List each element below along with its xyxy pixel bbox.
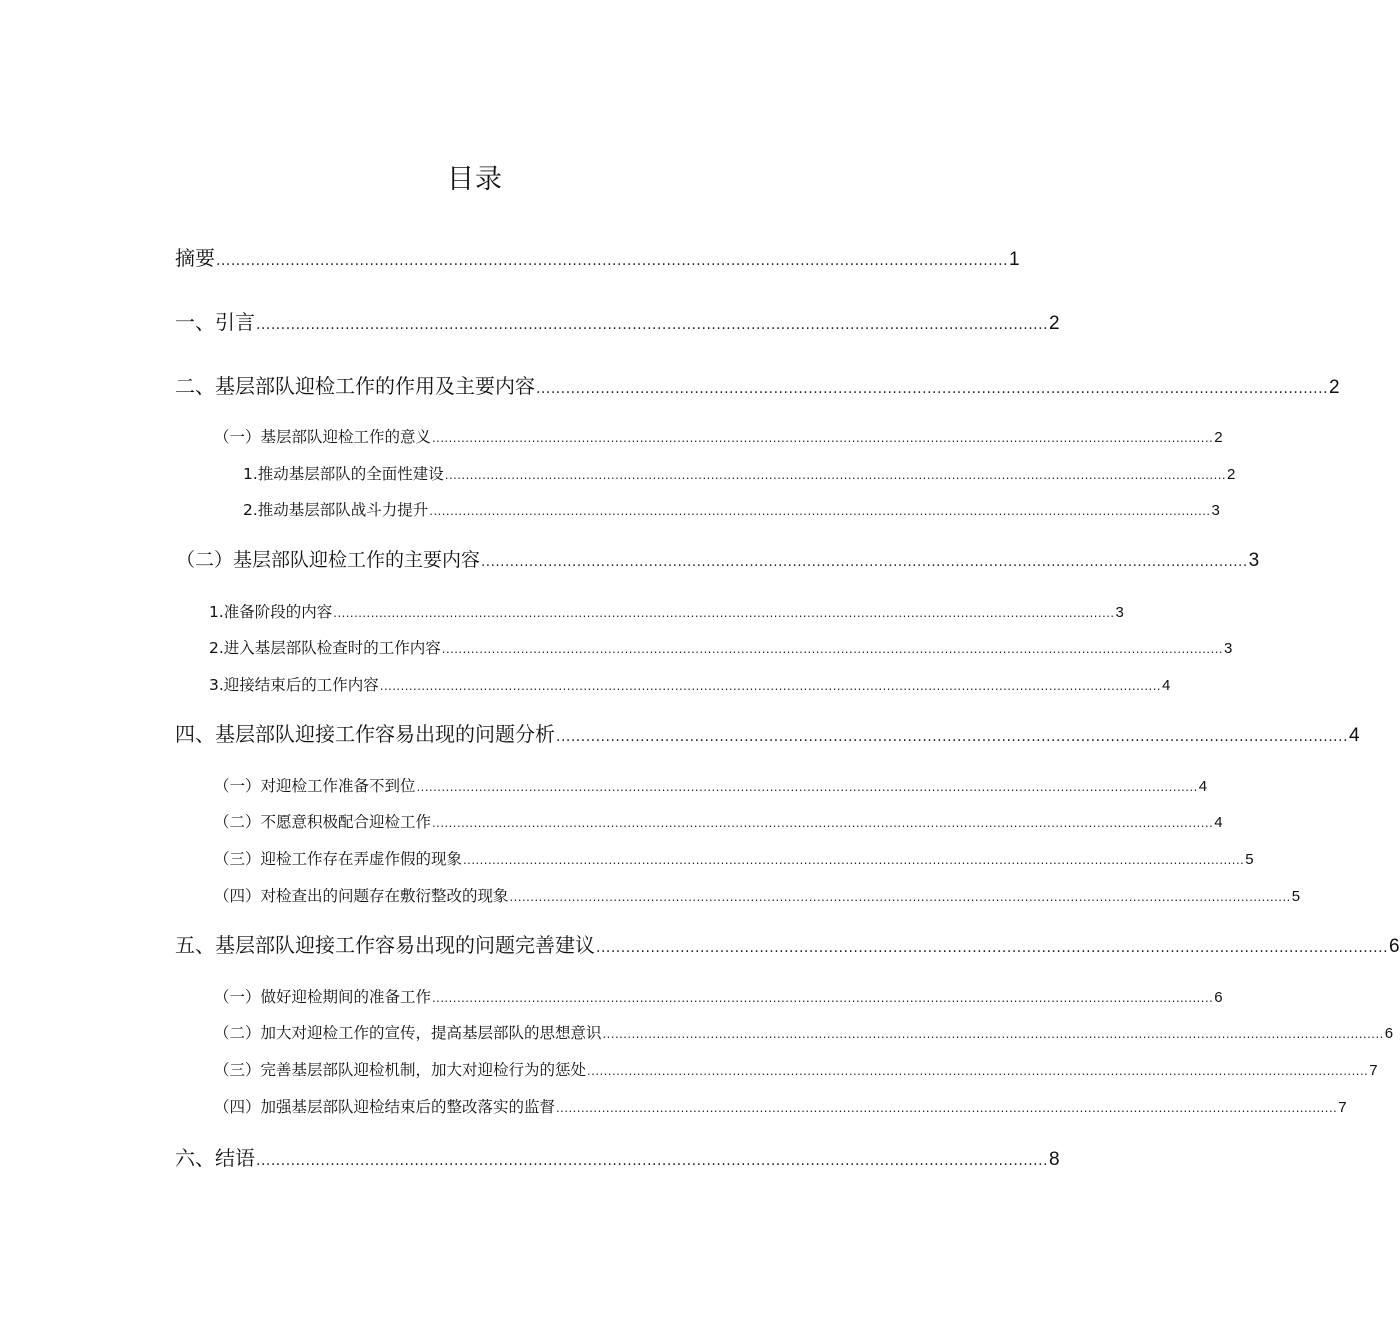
toc-entry-page: 3	[1224, 640, 1233, 657]
toc-entry-label: 1.推动基层部队的全面性建设	[243, 465, 444, 483]
toc-entry[interactable]	[214, 986, 1223, 1009]
toc-entry[interactable]	[175, 931, 1400, 962]
toc-leader: ............................................................................................................................................................................................	[556, 1101, 1338, 1115]
toc-leader: ............................................................................................................................................................................................	[432, 431, 1214, 445]
toc-leader: ............................................................................................................................................................................................	[416, 780, 1198, 794]
toc-entry[interactable]	[243, 463, 1236, 486]
toc-entry[interactable]	[175, 720, 1360, 751]
toc-entry-label: 四、基层部队迎接工作容易出现的问题分析	[175, 722, 555, 746]
toc-entry[interactable]	[214, 848, 1254, 871]
toc-entry-label: 二、基层部队迎检工作的作用及主要内容	[175, 374, 535, 398]
toc-leader: ................................................................................................................................................................	[256, 1153, 1049, 1169]
toc-entry-label: 3.迎接结束后的工作内容	[209, 676, 379, 694]
toc-leader: ............................................................................................................................................................................................	[509, 890, 1291, 904]
toc-entry-label: 五、基层部队迎接工作容易出现的问题完善建议	[175, 933, 595, 957]
toc-entry[interactable]	[176, 546, 1260, 576]
toc-entry-page: 3	[1248, 550, 1260, 571]
toc-entry[interactable]	[214, 1059, 1378, 1082]
toc-leader: ............................................................................................................................................................................................	[333, 606, 1115, 620]
toc-entry[interactable]	[175, 1144, 1060, 1175]
toc-entry-label: （二）基层部队迎检工作的主要内容	[176, 549, 481, 571]
toc-entry[interactable]	[243, 499, 1220, 522]
toc-entry-page: 3	[1115, 604, 1124, 621]
toc-entry-page: 5	[1245, 851, 1254, 868]
toc-entry-label: 一、引言	[175, 310, 255, 334]
toc-title: 目录	[447, 164, 503, 195]
toc-leader: ............................................................................................................................................................................................	[432, 816, 1214, 830]
toc-entry-page: 2	[1329, 377, 1340, 398]
toc-entry[interactable]	[214, 811, 1223, 834]
toc-leader: ............................................................................................................................................................................................	[602, 1027, 1384, 1041]
toc-entry-page: 6	[1389, 936, 1400, 957]
toc-entry-page: 8	[1049, 1149, 1060, 1170]
toc-entry-label: （一）对迎检工作准备不到位	[214, 777, 416, 795]
toc-entry[interactable]	[209, 674, 1171, 697]
toc-entry-page: 7	[1369, 1062, 1378, 1079]
toc-entry[interactable]	[209, 637, 1233, 660]
toc-entry-page: 2	[1049, 313, 1060, 334]
toc-entry-label: 摘要	[175, 246, 215, 270]
toc-entry-label: （二）加大对迎检工作的宣传，提高基层部队的思想意识	[214, 1024, 602, 1042]
toc-leader: ............................................................................................................................................................................................	[587, 1064, 1369, 1078]
toc-leader: ................................................................................................................................................................	[481, 554, 1248, 570]
toc-entry-page: 4	[1214, 814, 1223, 831]
toc-entry-label: 2.进入基层部队检查时的工作内容	[209, 639, 441, 657]
toc-entry-page: 7	[1338, 1099, 1347, 1116]
toc-entry[interactable]	[214, 885, 1301, 908]
toc-leader: ............................................................................................................................................................................................	[379, 679, 1162, 693]
toc-entry-page: 2	[1214, 429, 1223, 446]
toc-entry[interactable]	[214, 775, 1208, 798]
toc-entry-label: （四）对检查出的问题存在敷衍整改的现象	[214, 887, 509, 905]
toc-entry-label: （四）加强基层部队迎检结束后的整改落实的监督	[214, 1098, 556, 1116]
toc-leader: ................................................................................................................................................................	[596, 940, 1389, 956]
toc-entry-label: （二）不愿意积极配合迎检工作	[214, 813, 432, 831]
toc-entry-page: 4	[1198, 778, 1208, 795]
toc-leader: ............................................................................................................................................................................................	[463, 853, 1245, 867]
toc-entry-page: 4	[1349, 725, 1360, 746]
toc-entry-label: 六、结语	[175, 1146, 255, 1170]
toc-entry[interactable]	[175, 308, 1060, 339]
toc-entry-label: （三）完善基层部队迎检机制，加大对迎检行为的惩处	[214, 1061, 587, 1079]
toc-entry[interactable]	[209, 601, 1124, 624]
toc-entry[interactable]	[214, 426, 1223, 449]
toc-entry[interactable]	[214, 1096, 1347, 1119]
toc-leader: ............................................................................................................................................................................................	[429, 504, 1211, 518]
toc-entry-label: （一）做好迎检期间的准备工作	[214, 988, 432, 1006]
toc-entry-page: 6	[1214, 989, 1223, 1006]
toc-entry[interactable]	[214, 1022, 1394, 1045]
toc-leader: ................................................................................................................................................................	[536, 381, 1329, 397]
toc-leader: ............................................................................................................................................................................................	[444, 468, 1227, 482]
toc-leader: ............................................................................................................................................................................................	[441, 642, 1224, 656]
toc-entry-label: （一）基层部队迎检工作的意义	[214, 428, 432, 446]
toc-entry-page: 5	[1291, 888, 1301, 905]
toc-leader: ................................................................................................................................................................	[556, 729, 1349, 745]
toc-entry-label: （三）迎检工作存在弄虚作假的现象	[214, 850, 463, 868]
toc-entry-page: 4	[1162, 677, 1171, 694]
toc-leader: ................................................................................................................................................................	[216, 253, 1009, 269]
toc-leader: ................................................................................................................................................................	[256, 317, 1049, 333]
toc-entry-page: 6	[1384, 1025, 1394, 1042]
toc-entry-label: 1.准备阶段的内容	[209, 603, 333, 621]
toc-entry-page: 3	[1211, 502, 1220, 519]
toc-leader: ............................................................................................................................................................................................	[432, 991, 1214, 1005]
toc-entry[interactable]	[175, 372, 1340, 403]
toc-entry[interactable]	[175, 244, 1020, 275]
toc-entry-label: 2.推动基层部队战斗力提升	[243, 501, 429, 519]
toc-entry-page: 2	[1227, 466, 1236, 483]
toc-entry-page: 1	[1009, 249, 1020, 270]
